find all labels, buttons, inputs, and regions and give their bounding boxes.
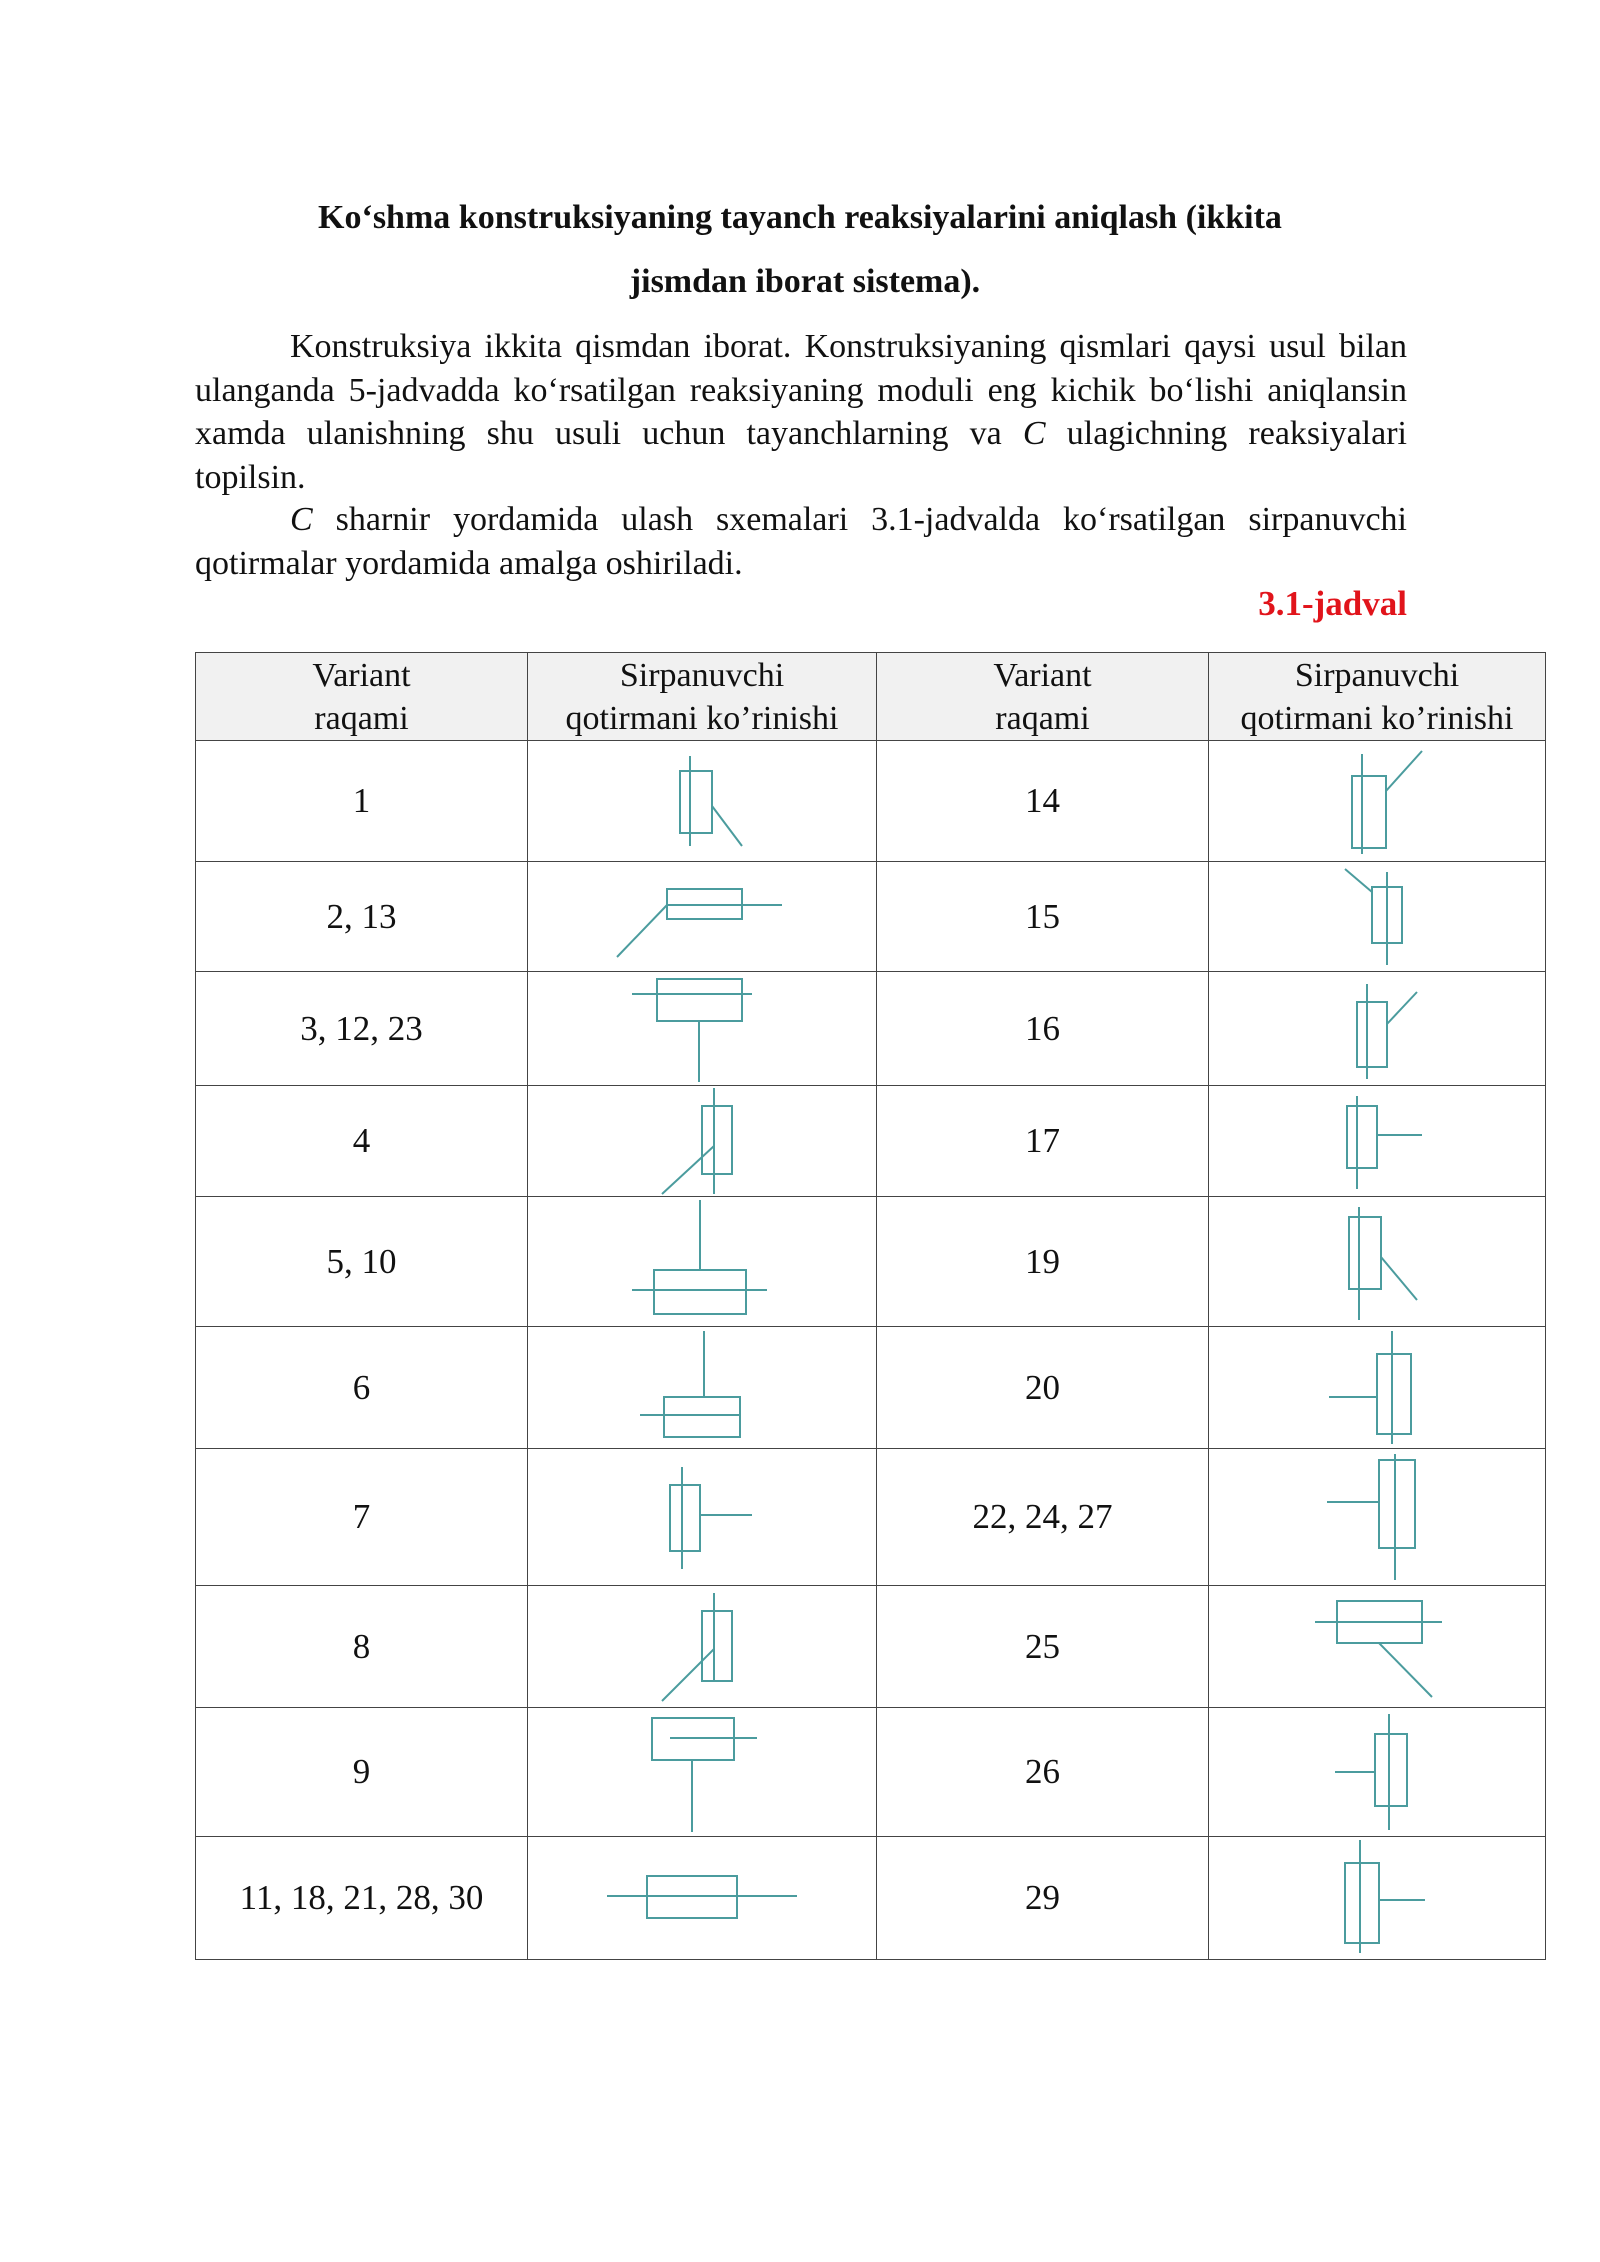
variant-right: 16 xyxy=(877,972,1209,1086)
clamp-cell xyxy=(1209,1449,1546,1586)
sliding-clamp-diagram-icon xyxy=(642,746,762,856)
sliding-clamp-diagram-icon xyxy=(632,1329,772,1447)
sliding-clamp-diagram-icon xyxy=(1317,746,1437,856)
sliding-clamp-diagram-icon xyxy=(1317,1202,1437,1322)
clamp-cell xyxy=(528,1586,877,1708)
clamp-cell xyxy=(528,1327,877,1449)
page-heading xyxy=(195,186,1405,314)
table-row xyxy=(196,1837,1546,1960)
clamp-cell xyxy=(528,972,877,1086)
clamp-cell xyxy=(528,1197,877,1327)
sliding-clamp-diagram-icon xyxy=(1317,974,1437,1084)
sliding-clamp-diagram-icon xyxy=(622,974,782,1084)
sliding-clamp-diagram-icon xyxy=(642,1457,762,1577)
sliding-clamp-diagram-icon xyxy=(1317,1329,1437,1447)
table-row xyxy=(196,972,1546,1086)
variant-right: 20 xyxy=(877,1327,1209,1449)
sliding-clamp-diagram-icon xyxy=(622,1198,782,1326)
variant-right: 29 xyxy=(877,1837,1209,1960)
clamp-cell xyxy=(528,1837,877,1960)
sliding-clamp-diagram-icon xyxy=(1307,1589,1447,1704)
clamp-cell xyxy=(1209,972,1546,1086)
variants-table xyxy=(195,652,1546,1960)
variant-right: 14 xyxy=(877,741,1209,862)
variant-left: 2, 13 xyxy=(196,862,528,972)
header-variant-left: Variant raqami xyxy=(196,653,528,741)
variant-left: 11, 18, 21, 28, 30 xyxy=(196,1837,528,1960)
header-view-right: Sirpanuvchi qotirmani ko’rinishi xyxy=(1209,653,1546,741)
clamp-cell xyxy=(528,1449,877,1586)
table-row xyxy=(196,1197,1546,1327)
header-variant-right: Variant raqami xyxy=(877,653,1209,741)
clamp-cell xyxy=(1209,1708,1546,1837)
italic-c-2: C xyxy=(290,501,313,538)
heading-line-1: Ko‘shma konstruksiyaning tayanch reaksiyalarini aniqlash (ikkita xyxy=(318,199,1282,236)
paragraph-task-text: Konstruksiya ikkita qismdan iborat. Konstruksiyaning qismlari qaysi usul bilan ulanganda 5-jadvadda ko‘rsatilgan reaksiyaning moduli eng kichik bo‘lishi aniqlansin xamda ulanishning shu usuli uchun tayanchlarning va xyxy=(195,328,1407,452)
clamp-cell xyxy=(1209,1586,1546,1708)
table-row xyxy=(196,1086,1546,1197)
clamp-cell xyxy=(528,1708,877,1837)
variant-left: 4 xyxy=(196,1086,528,1197)
variant-right: 25 xyxy=(877,1586,1209,1708)
table-row xyxy=(196,1708,1546,1837)
variant-right: 15 xyxy=(877,862,1209,972)
sliding-clamp-diagram-icon xyxy=(602,1858,802,1938)
sliding-clamp-diagram-icon xyxy=(1317,1452,1437,1582)
sliding-clamp-diagram-icon xyxy=(632,1710,772,1835)
variant-left: 6 xyxy=(196,1327,528,1449)
variant-left: 5, 10 xyxy=(196,1197,528,1327)
sliding-clamp-diagram-icon xyxy=(1317,1091,1437,1191)
clamp-cell xyxy=(528,741,877,862)
clamp-cell xyxy=(1209,862,1546,972)
sliding-clamp-diagram-icon xyxy=(642,1086,762,1196)
variant-left: 8 xyxy=(196,1586,528,1708)
clamp-cell xyxy=(1209,1837,1546,1960)
table-row xyxy=(196,741,1546,862)
variant-left: 3, 12, 23 xyxy=(196,972,528,1086)
variant-left: 1 xyxy=(196,741,528,862)
clamp-cell xyxy=(1209,1327,1546,1449)
clamp-cell xyxy=(528,1086,877,1197)
variant-left: 7 xyxy=(196,1449,528,1586)
table-label: 3.1-jadval xyxy=(1258,584,1407,623)
paragraph-scheme xyxy=(195,498,1407,585)
variant-right: 26 xyxy=(877,1708,1209,1837)
variant-right: 19 xyxy=(877,1197,1209,1327)
header-view-left: Sirpanuvchi qotirmani ko’rinishi xyxy=(528,653,877,741)
paragraph-task xyxy=(195,325,1407,499)
variant-left: 9 xyxy=(196,1708,528,1837)
sliding-clamp-diagram-icon xyxy=(1317,867,1437,967)
table-header-row xyxy=(196,653,1546,741)
sliding-clamp-diagram-icon xyxy=(642,1589,762,1704)
clamp-cell xyxy=(1209,1197,1546,1327)
heading-line-2: jismdan iborat sistema). xyxy=(629,263,981,300)
sliding-clamp-diagram-icon xyxy=(612,867,792,967)
clamp-cell xyxy=(528,862,877,972)
variant-right: 17 xyxy=(877,1086,1209,1197)
italic-c: C xyxy=(1022,415,1046,452)
paragraph-scheme-text: sharnir yordamida ulash sxemalari 3.1-jadvalda ko‘rsatilgan sirpanuvchi qotirmalar yordamida amalga oshiriladi. xyxy=(195,501,1407,582)
variant-right: 22, 24, 27 xyxy=(877,1449,1209,1586)
table-row xyxy=(196,1586,1546,1708)
sliding-clamp-diagram-icon xyxy=(1317,1838,1437,1958)
paragraph-task-end: ulagichning reaksiyalari topilsin. xyxy=(195,415,1407,496)
table-row xyxy=(196,1327,1546,1449)
clamp-cell xyxy=(1209,741,1546,862)
table-row xyxy=(196,862,1546,972)
table-row xyxy=(196,1449,1546,1586)
clamp-cell xyxy=(1209,1086,1546,1197)
sliding-clamp-diagram-icon xyxy=(1317,1712,1437,1832)
